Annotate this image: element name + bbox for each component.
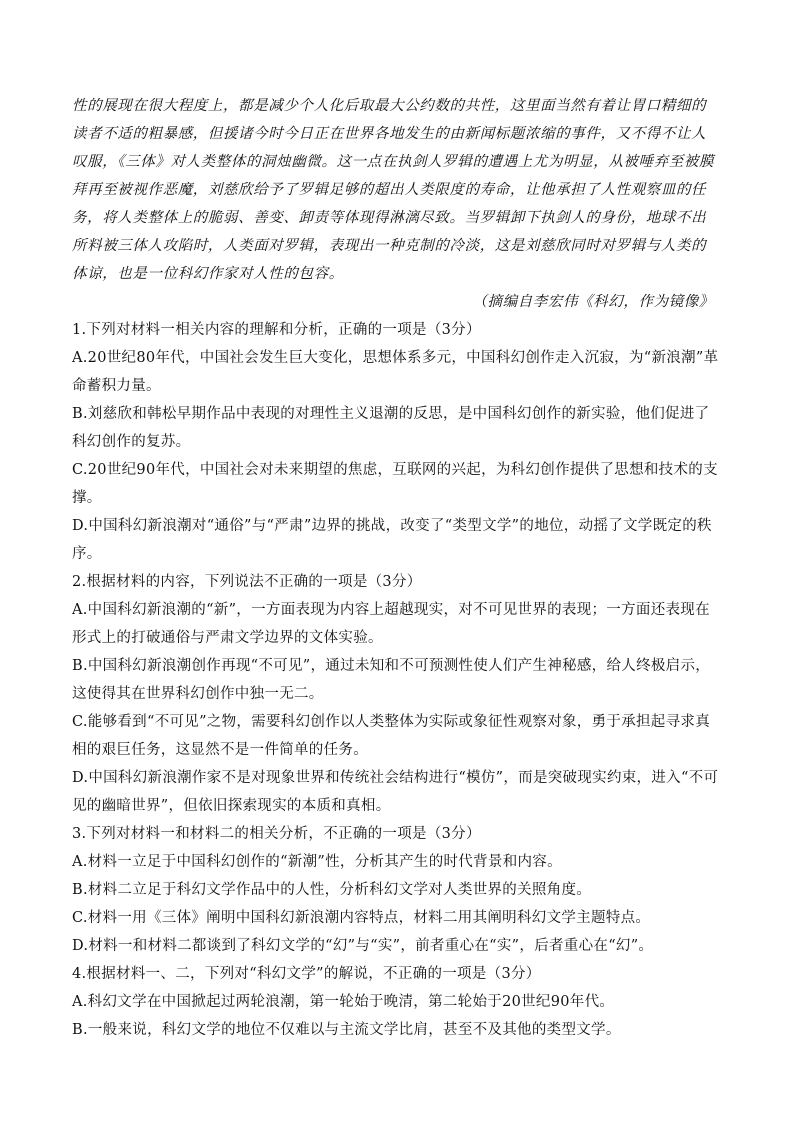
option-b: B.刘慈欣和韩松早期作品中表现的对理性主义退潮的反思，是中国科幻创作的新实验，他们促进了科幻创作的复苏。	[72, 406, 710, 450]
question-stem: 4.根据材料一、二，下列对“科幻文学”的解说，不正确的一项是（3分）	[72, 966, 541, 982]
question-1	[72, 316, 720, 568]
document-content	[72, 92, 720, 1044]
option-b: B.材料二立足于科幻文学作品中的人性，分析科幻文学对人类世界的关照角度。	[72, 882, 592, 898]
option-d: D.中国科幻新浪潮对“通俗”与“严肃”边界的挑战，改变了“类型文学”的地位，动摇了文学既定的秩序。	[72, 518, 712, 562]
passage-source: （摘编自李宏伟《科幻，作为镜像》	[472, 294, 714, 310]
question-2	[72, 568, 720, 820]
question-4	[72, 960, 720, 1044]
option-b: B.中国科幻新浪潮创作再现“不可见”，通过未知和不可预测性使人们产生神秘感，给人终极启示，这使得其在世界科幻创作中独一无二。	[72, 658, 711, 702]
passage-paragraph: 性的展现在很大程度上，都是减少个人化后取最大公约数的共性，这里面当然有着让胃口精细的读者不适的粗暴感，但援诸今时今日正在世界各地发生的由新闻标题浓缩的事件，又不得不让人叹服，《三体》对人类整体的洞烛幽微。这一点在执剑人罗辑的遭遇上尤为明显，从被唾弃至被膜拜再至被视作恶魔，刘慈欣给予了罗辑足够的超出人类限度的寿命，让他承担了人性观察皿的任务，将人类整体上的脆弱、善变、卸责等体现得淋漓尽致。当罗辑卸下执剑人的身份，地球不出所料被三体人攻陷时，人类面对罗辑，表现出一种克制的冷淡，这是刘慈欣同时对罗辑与人类的体谅，也是一位科幻作家对人性的包容。	[72, 98, 715, 282]
option-d: D.材料一和材料二都谈到了科幻文学的“幻”与“实”，前者重心在“实”，后者重心在“幻”。	[72, 938, 654, 954]
option-b: B.一般来说，科幻文学的地位不仅难以与主流文学比肩，甚至不及其他的类型文学。	[72, 1022, 621, 1038]
question-3	[72, 820, 720, 960]
option-c: C.材料一用《三体》阐明中国科幻新浪潮内容特点，材料二用其阐明科幻文学主题特点。	[72, 910, 651, 926]
question-stem: 1.下列对材料一相关内容的理解和分析，正确的一项是（3分）	[72, 322, 481, 338]
question-list	[72, 316, 720, 1044]
option-d: D.中国科幻新浪潮作家不是对现象世界和传统社会结构进行“模仿”，而是突破现实约束，进入“不可见的幽暗世界”，但依旧探索现实的本质和真相。	[72, 770, 719, 814]
option-a: A.中国科幻新浪潮的“新”，一方面表现为内容上超越现实，对不可见世界的表现；一方面还表现在形式上的打破通俗与严肃文学边界的文体实验。	[72, 602, 710, 646]
reading-passage	[72, 92, 720, 316]
option-a: A.20世纪80年代，中国社会发生巨大变化，思想体系多元，中国科幻创作走入沉寂，为“新浪潮”革命蓄积力量。	[72, 350, 719, 394]
question-stem: 2.根据材料的内容，下列说法不正确的一项是（3分）	[72, 574, 422, 590]
option-a: A.材料一立足于中国科幻创作的“新潮”性，分析其产生的时代背景和内容。	[72, 854, 562, 870]
option-a: A.科幻文学在中国掀起过两轮浪潮，第一轮始于晚清，第二轮始于20世纪90年代。	[72, 994, 615, 1010]
question-stem: 3.下列对材料一和材料二的相关分析，不正确的一项是（3分）	[72, 826, 481, 842]
option-c: C.20世纪90年代，中国社会对未来期望的焦虑，互联网的兴起，为科幻创作提供了思想和技术的支撑。	[72, 462, 718, 506]
option-c: C.能够看到“不可见”之物，需要科幻创作以人类整体为实际或象征性观察对象，勇于承担起寻求真相的艰巨任务，这显然不是一件简单的任务。	[72, 714, 711, 758]
